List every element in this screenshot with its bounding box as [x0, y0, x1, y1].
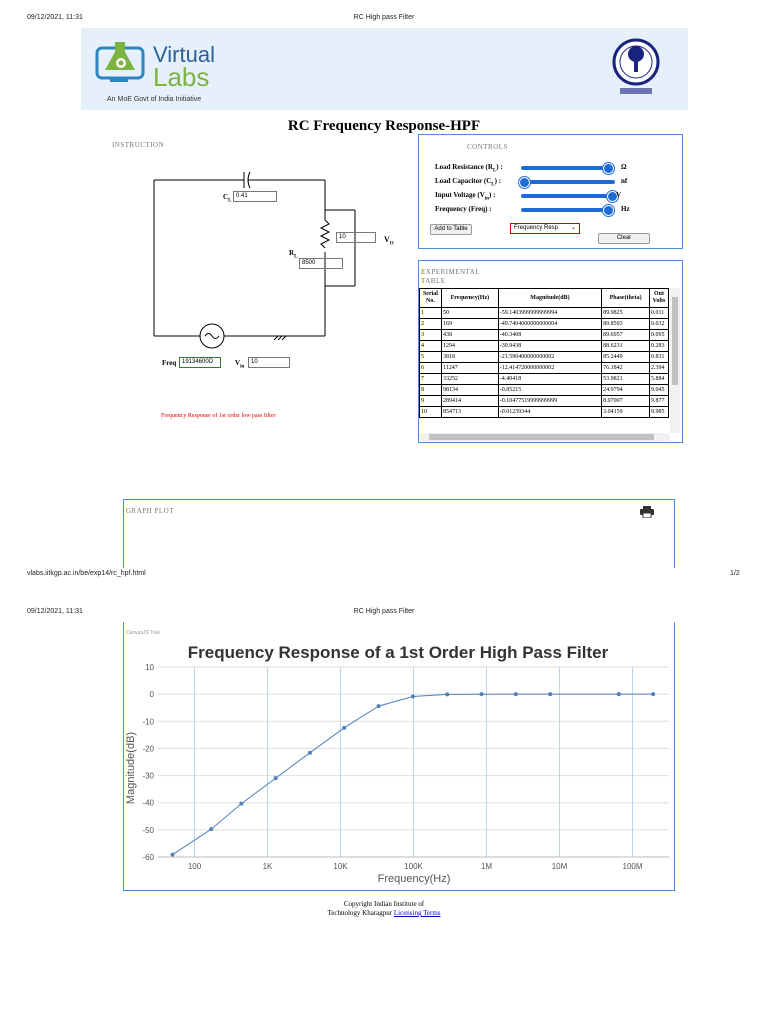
data-point: [548, 692, 552, 696]
page-title: RC Frequency Response-HPF: [287, 118, 481, 134]
graph-plot-panel: [123, 499, 675, 568]
table-cell: 89.8593: [602, 319, 650, 330]
table-row: [420, 308, 669, 319]
copyright-line1: Copyright Indian Institute of: [343, 900, 425, 908]
table-cell: 169: [441, 319, 498, 330]
cap-label: $C_L$: [223, 193, 232, 204]
table-cell: -0.10477519999999999: [498, 396, 601, 407]
table-cell: -49.7404000000000004: [498, 319, 601, 330]
add-to-table-button[interactable]: Add to Table: [430, 224, 472, 235]
vertical-scrollbar[interactable]: [670, 288, 680, 433]
table-cell: 85.2449: [602, 352, 650, 363]
control-slider[interactable]: [521, 208, 615, 212]
table-cell: 1: [420, 308, 442, 319]
table-cell: 8.97007: [602, 396, 650, 407]
control-row: [435, 162, 675, 174]
control-slider-thumb[interactable]: [519, 177, 530, 188]
controls-title: CONTROLS: [467, 143, 508, 151]
mode-select[interactable]: [510, 223, 580, 234]
control-slider-thumb[interactable]: [603, 163, 614, 174]
control-row: [435, 204, 675, 216]
vin-label: $V_{in}$: [235, 359, 245, 370]
table-cell: 289414: [441, 396, 498, 407]
horizontal-scrollbar-thumb[interactable]: [429, 434, 654, 440]
print-datetime: 09/12/2021, 11:31: [27, 14, 83, 21]
table-row: [420, 352, 669, 363]
virtual-labs-logo-icon: [95, 38, 151, 88]
table-cell: -4.40418: [498, 374, 601, 385]
table-cell: -12.414720000000002: [498, 363, 601, 374]
table-cell: 3818: [441, 352, 498, 363]
x-tick-label: 1M: [480, 862, 493, 871]
control-unit: nf: [621, 177, 628, 185]
res-label: $R_L$: [289, 249, 298, 260]
licensing-terms-link[interactable]: Licensing Terms: [393, 909, 441, 917]
table-cell: 98134: [441, 385, 498, 396]
table-cell: 3.04159: [602, 407, 650, 418]
table-title: EXPERIMENTAL TABLE: [421, 268, 481, 285]
table-header-cell: Out Volts: [650, 289, 669, 308]
print-page-number: 1/2: [730, 570, 740, 577]
table-row: [420, 396, 669, 407]
table-row: [420, 363, 669, 374]
table-row: [420, 407, 669, 418]
table-cell: 7: [420, 374, 442, 385]
x-tick-label: 10M: [551, 862, 568, 871]
vo-value-field[interactable]: 10: [336, 232, 376, 243]
control-label: Load Capacitor $(C_L)$ :: [435, 177, 502, 188]
table-header-cell: Magnitude(dB): [498, 289, 601, 308]
table-cell: 854713: [441, 407, 498, 418]
graph-plot-title: GRAPH PLOT: [126, 507, 174, 515]
data-point: [171, 853, 175, 857]
chart-title: Frequency Response of a 1st Order High Pass Filter: [187, 643, 609, 662]
table-cell: 9.045: [650, 385, 669, 396]
table-cell: 0.283: [650, 341, 669, 352]
data-point: [209, 827, 213, 831]
table-cell: -0.01239344: [498, 407, 601, 418]
data-point: [377, 704, 381, 708]
table-cell: 11247: [441, 363, 498, 374]
table-cell: 53.9821: [602, 374, 650, 385]
data-point: [239, 802, 243, 806]
control-label: Input Voltage $(V_{in})$ :: [435, 191, 496, 202]
table-cell: 89.6957: [602, 330, 650, 341]
control-slider[interactable]: [521, 166, 615, 170]
chart-series: [171, 692, 656, 857]
print-datetime-page2: 09/12/2021, 11:31: [27, 608, 83, 615]
table-cell: 0.831: [650, 352, 669, 363]
control-slider[interactable]: [521, 194, 615, 198]
y-tick-label: -30: [142, 771, 154, 781]
table-cell: 88.6231: [602, 341, 650, 352]
freq-label: Freq: [162, 359, 177, 367]
control-label: Load Resistance $(R_L)$ :: [435, 163, 503, 174]
print-title-page2: RC High pass Filter: [353, 608, 415, 615]
table-cell: 9.877: [650, 396, 669, 407]
experimental-table-panel: [418, 260, 683, 443]
table-cell: 0.011: [650, 308, 669, 319]
control-slider[interactable]: [521, 180, 615, 184]
table-cell: 9.985: [650, 407, 669, 418]
table-cell: 10: [420, 407, 442, 418]
copyright-footer: [0, 900, 768, 918]
table-cell: 3: [420, 330, 442, 341]
x-tick-label: 100: [187, 862, 202, 871]
cap-value-field[interactable]: 0.41: [233, 191, 277, 202]
copyright-line2: Technology Kharagpur: [327, 909, 393, 917]
x-tick-label: 10K: [333, 862, 348, 871]
table-row: [420, 319, 669, 330]
table-cell: 1294: [441, 341, 498, 352]
control-row: [435, 176, 675, 188]
series-line: [173, 694, 654, 855]
table-cell: 76.1842: [602, 363, 650, 374]
res-value-field[interactable]: 8500: [299, 258, 343, 269]
print-url: vlabs.iitkgp.ac.in/be/exp14/rc_hpf.html: [27, 570, 146, 577]
horizontal-scrollbar[interactable]: [419, 433, 670, 441]
table-cell: 6: [420, 363, 442, 374]
chart-watermark: CanvasJS Trial: [126, 630, 160, 636]
experimental-table: [419, 288, 669, 418]
iit-kgp-seal-icon: [612, 34, 660, 106]
table-cell: -0.85215: [498, 385, 601, 396]
y-tick-label: 10: [145, 663, 154, 672]
table-cell: -30.9438: [498, 341, 601, 352]
table-cell: 5: [420, 352, 442, 363]
chart-y-axis-label: Magnitude(dB): [125, 731, 137, 805]
control-slider-thumb[interactable]: [603, 205, 614, 216]
table-cell: 9: [420, 396, 442, 407]
frequency-response-chart: [124, 622, 672, 890]
table-cell: 89.9825: [602, 308, 650, 319]
control-unit: Ω: [621, 163, 627, 171]
clear-button[interactable]: Clear: [598, 233, 650, 244]
table-row: [420, 385, 669, 396]
vin-value-field[interactable]: 10: [248, 357, 290, 368]
table-header-cell: Frequency(Hz): [441, 289, 498, 308]
circuit-note: Frequency Response of 1st order low pass filter: [161, 413, 276, 419]
logo-word-virtual: Virtual: [153, 42, 215, 67]
table-cell: 438: [441, 330, 498, 341]
table-cell: -40.3408: [498, 330, 601, 341]
freq-value-field[interactable]: 19134600D: [179, 357, 221, 368]
table-cell: 2.394: [650, 363, 669, 374]
instruction-link[interactable]: INSTRUCTION: [112, 141, 165, 149]
table-scroll-area[interactable]: [419, 288, 669, 433]
table-cell: 0.095: [650, 330, 669, 341]
printer-icon[interactable]: [640, 506, 654, 518]
table-cell: 4: [420, 341, 442, 352]
table-cell: 0.032: [650, 319, 669, 330]
x-tick-label: 1K: [262, 862, 273, 871]
control-unit: V: [616, 191, 622, 199]
mode-select-value: Frequency Resp: [514, 225, 559, 231]
x-tick-label: 100K: [404, 862, 423, 871]
table-cell: 33252: [441, 374, 498, 385]
table-cell: -59.1403999999999994: [498, 308, 601, 319]
table-cell: 24.9794: [602, 385, 650, 396]
data-point: [342, 726, 346, 730]
y-tick-label: -40: [142, 798, 154, 808]
x-tick-label: 100M: [622, 862, 643, 871]
control-label: Frequency (Freq) :: [435, 205, 492, 213]
table-cell: 5.884: [650, 374, 669, 385]
table-row: [420, 374, 669, 385]
table-cell: 8: [420, 385, 442, 396]
data-point: [308, 751, 312, 755]
table-header-cell: Phase(theta): [602, 289, 650, 308]
table-row: [420, 341, 669, 352]
chart-x-axis-label: Frequency(Hz): [377, 873, 451, 885]
control-row: [435, 190, 675, 202]
y-tick-label: -50: [142, 825, 154, 835]
table-cell: 50: [441, 308, 498, 319]
vo-label: $V_O$: [384, 235, 394, 247]
y-tick-label: -10: [142, 717, 154, 727]
logo-tagline: An MoE Govt of India Initiative: [107, 96, 202, 103]
y-tick-label: -20: [142, 744, 154, 754]
data-point: [480, 692, 484, 696]
data-point: [617, 692, 621, 696]
data-point: [411, 694, 415, 698]
y-tick-label: -60: [142, 853, 154, 862]
data-point: [274, 776, 278, 780]
data-point: [445, 692, 449, 696]
data-point: [651, 692, 655, 696]
control-unit: Hz: [621, 205, 630, 213]
chevron-down-icon: ⌄: [570, 225, 576, 231]
table-header-cell: Serial No.: [420, 289, 442, 308]
y-tick-label: 0: [149, 690, 154, 700]
controls-panel: [418, 134, 683, 249]
data-point: [514, 692, 518, 696]
table-row: [420, 330, 669, 341]
table-cell: 2: [420, 319, 442, 330]
logo-word-labs: Labs: [153, 62, 210, 92]
vertical-scrollbar-thumb[interactable]: [672, 297, 678, 385]
table-cell: -21.590400000000002: [498, 352, 601, 363]
print-title: RC High pass Filter: [353, 14, 415, 21]
